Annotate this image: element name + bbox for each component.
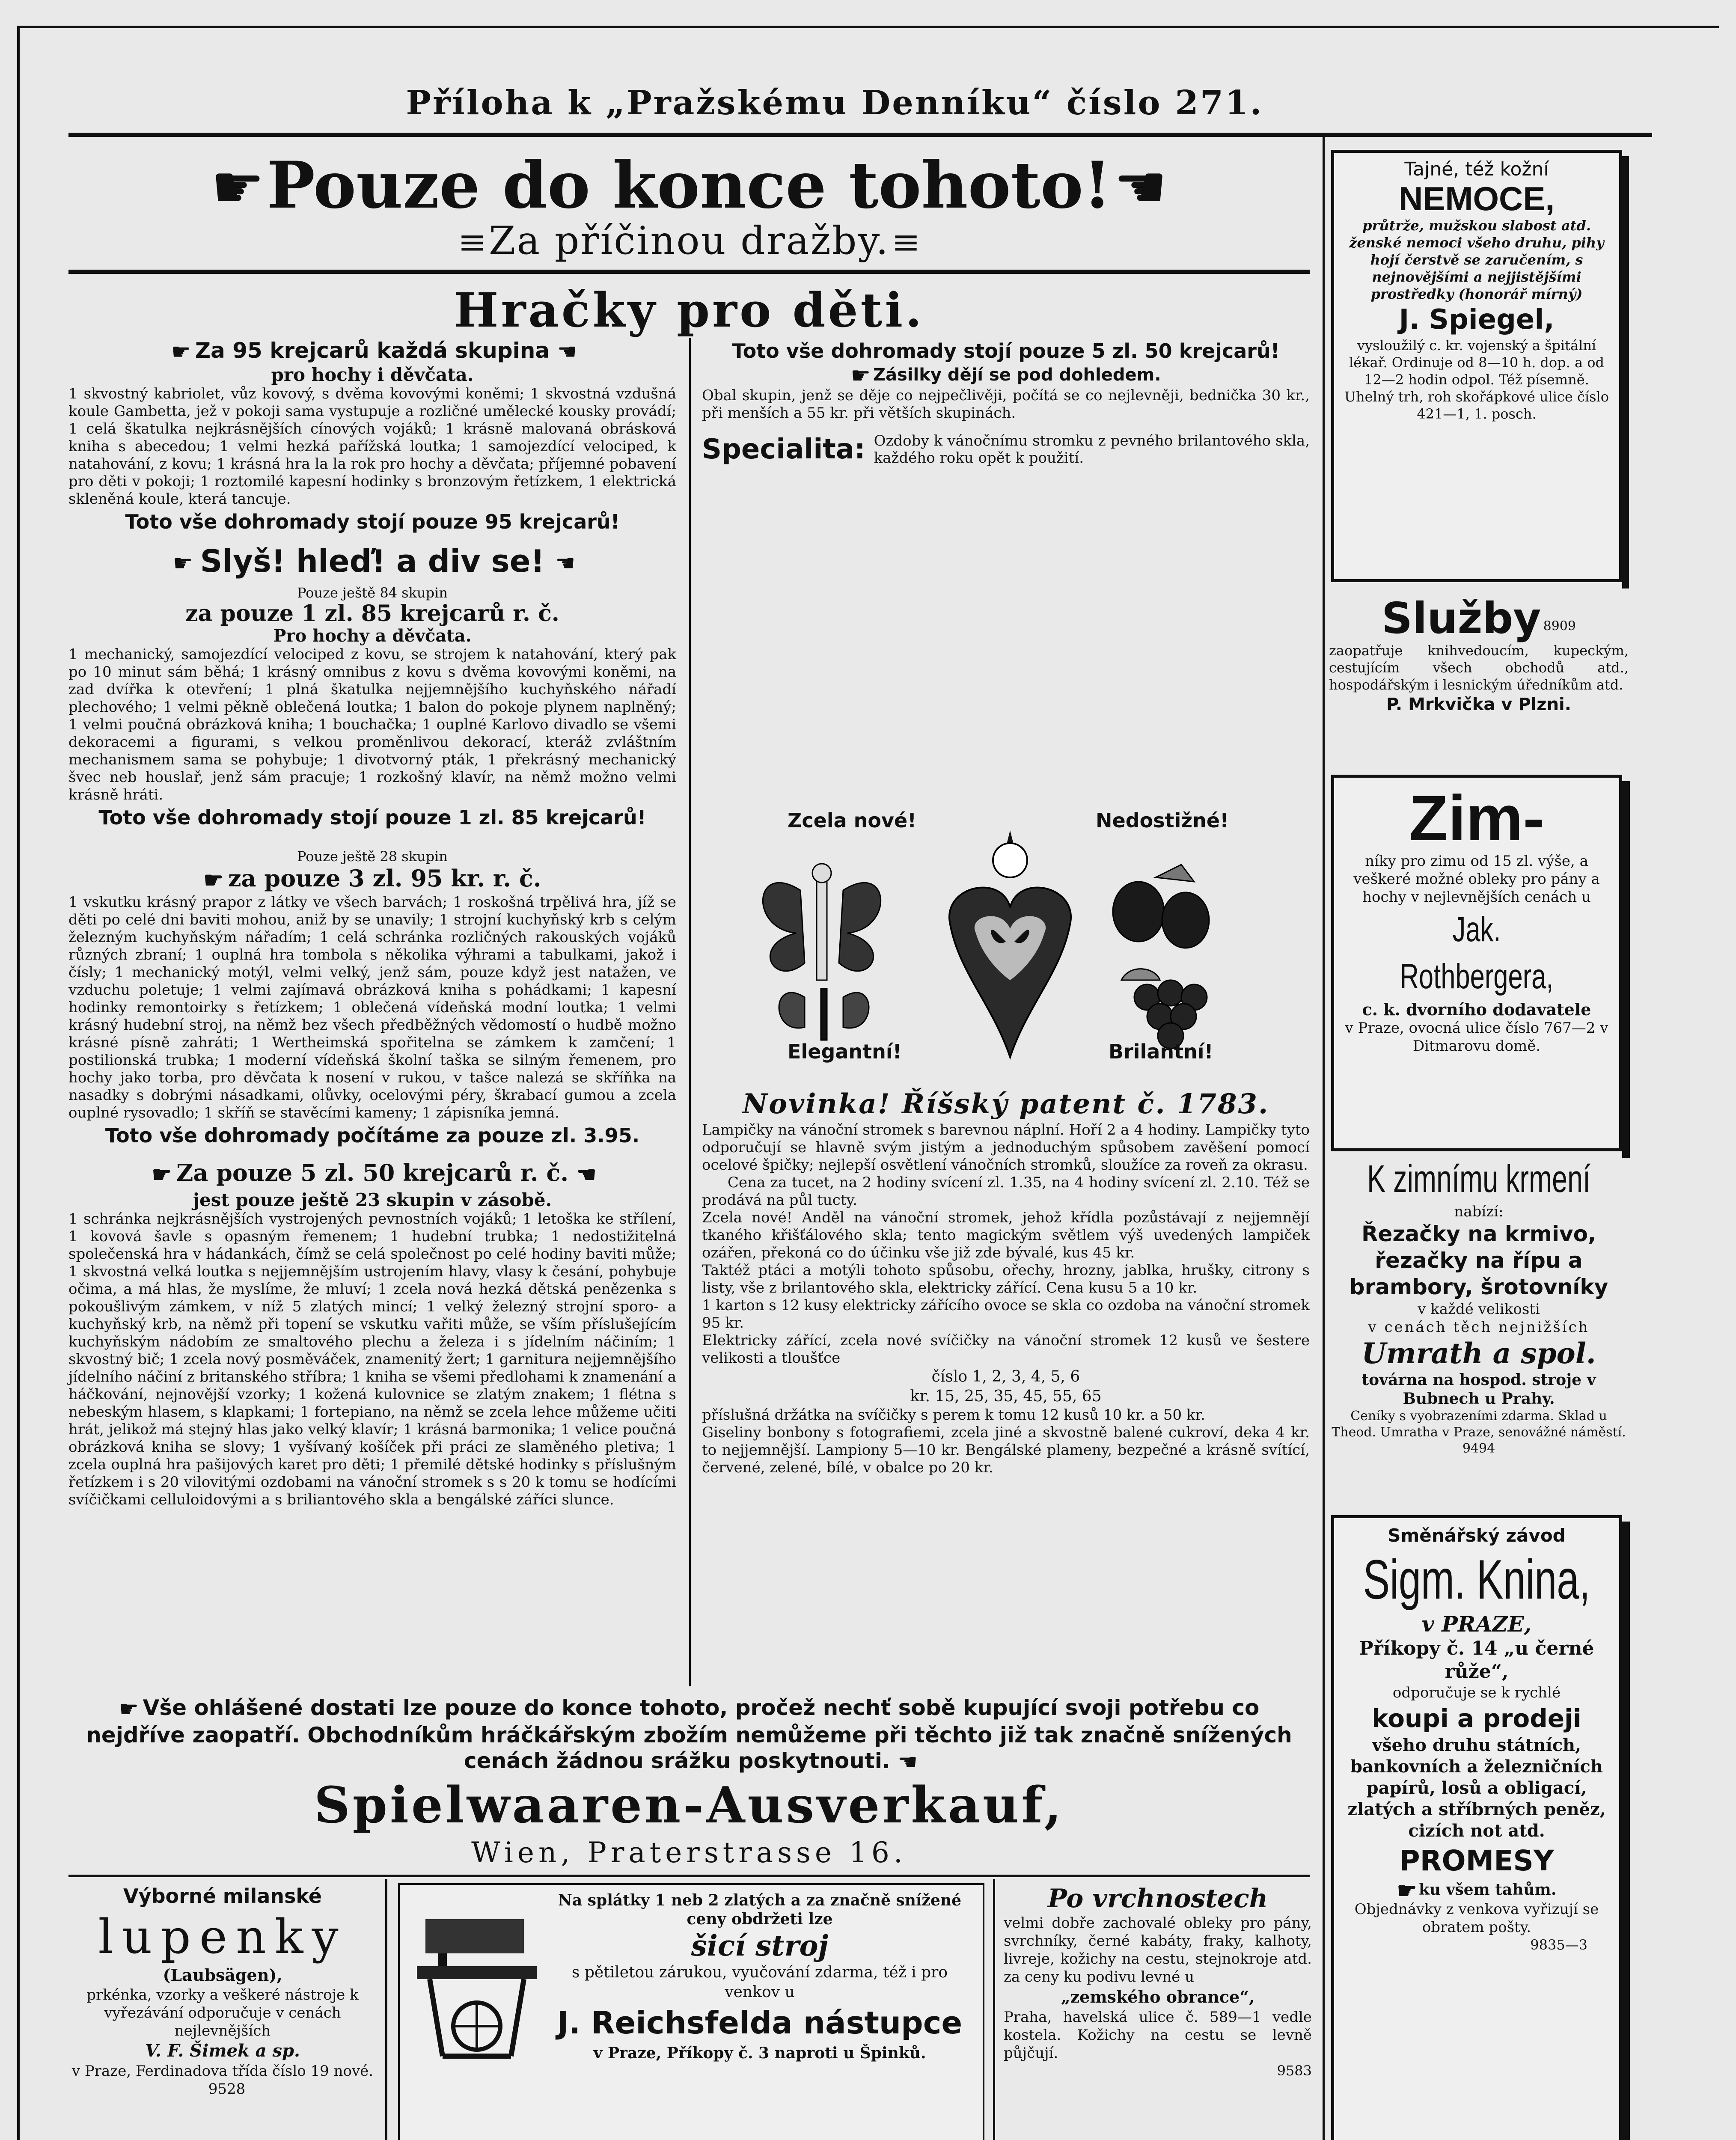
size-row: číslo 1, 2, 3, 4, 5, 6	[931, 1368, 1080, 1385]
main-headline	[68, 148, 1310, 223]
smenarsky-name: Sigm. Knina,	[1363, 1548, 1590, 1611]
novinka-paragraph-3: Zcela nové! Anděl na vánoční stromek, jehož křídla pozůstávají z nejjemnějí tkaného křišťálového skla; tento magickým světlem výš uvedených lampiček ozářen, překoná co do účinku vše již zde bývalé, kus 45 kr.	[702, 1209, 1310, 1261]
nemoce-body2: vysloužilý c. kr. vojenský a špitální lékař. Ordinuje od 8—10 h. dop. a od 12—2 hodin odpol. Též písemně. Uhelný trh, roh skořápkové ulice číslo 421—1, 1. posch.	[1344, 337, 1609, 422]
smenarsky-body2: odporučuje se k rychlé	[1392, 1684, 1561, 1701]
smenarsky-city: v PRAZE,	[1421, 1611, 1532, 1637]
label-nedostizne: Nedostižné!	[1096, 809, 1229, 832]
butterfly-small-icon	[779, 989, 869, 1040]
krmeni-num: 9494	[1462, 1441, 1495, 1456]
footer-note-text: Vše ohlášené dostati lze pouze do konce tohoto, pročež nechť sobě kupující svoji potřebu co nejdříve zaopatří. Obchodníkům hráčkářským zbožím nemůžeme při těchto již tak značně snížených cenách žádnou srážku poskytnouti.	[86, 1695, 1292, 1773]
krmeni-body1: Řezačky na krmivo, řezačky na řípu a brambory, šrotovníky	[1349, 1222, 1608, 1299]
headline-text: Pouze do konce tohoto!	[267, 148, 1112, 223]
pointing-hand-right-icon: ☛	[850, 363, 868, 389]
label-brilantni: Brilantní!	[1109, 1040, 1213, 1063]
pointing-hand-left-icon: ☚	[1113, 152, 1168, 222]
triple-bar-icon: ≡	[458, 222, 487, 262]
krmeni-body5-text: Ceníky s vyobrazeními zdarma. Sklad u Theod. Umratha v Praze, senovážné náměstí.	[1332, 1409, 1626, 1440]
zimniky-ad	[1331, 775, 1622, 1151]
group1-body: 1 skvostný kabriolet, vůz kovový, s dvěma kovovými koněmi; 1 skvostná vzdušná koule Gambetta, jež v pokoji sama vystupuje a rozličné umělecké kousky provádí; 1 celá škatulka nejkrásnějších cínových vojáků; 1 krásně malovaná obrásková kniha s abecedou; 1 velmi hezká pařížská loutka; 1 samojezdící velociped, k natahování, z kovu; 1 krásná hra la la rok pro hochy a děvčata; příjemné pobavení pro děti v pokoji; 1 roztomilé kapesní hodinky s bronzovým řetízkem, 1 elektrická skleněná koule, která tancuje.	[68, 385, 676, 508]
group2-only: Pouze ještě 84 skupin	[297, 584, 448, 601]
novinka-paragraph-1: Lampičky na vánoční stromek s barevnou náplní. Hoří 2 a 4 hodiny. Lampičky tyto odporučují se hlavně svým jistým a jednoduchým spůsobem zavěšení pomocí ocelové špičky; nejlepší osvětlení vánočních stromků, sloužíce za roveň za okrasu.	[702, 1121, 1310, 1174]
smenarsky-top: Směnářský závod	[1388, 1525, 1566, 1546]
vrchnostech-ad	[1004, 1883, 1312, 2079]
smenarsky-num: 9835—3	[1530, 1937, 1587, 1953]
nemoce-shadow	[1622, 156, 1629, 588]
main-column-divider	[689, 338, 691, 1686]
sici-stroj-ad	[398, 1883, 984, 2140]
bottom-col-divider-2	[993, 1879, 995, 2140]
specialita	[702, 432, 1310, 467]
sluzby-body: zaopatřuje knihvedoucím, kupeckým, cestujícím všech obchodů atd., hospodářským i lesnickým úředníkům atd.	[1329, 642, 1629, 693]
krmeni-body5	[1329, 1408, 1629, 1457]
novinka-head: Novinka! Říšský patent č. 1783.	[742, 1088, 1269, 1120]
group2-body: 1 mechanický, samojezdící velociped z kovu, se strojem k natahování, který pak po 10 minut sám běhá; 1 krásný omnibus z kovu s dvěma kovovými koněmi, na zad dvířka k otevření; 1 plná škatulka nejjemnějšího kuchyňského nářadí plechového; 1 velmi pěkně oblečená loutka; 1 balon do pokoje plynem naplněný; 1 velmi poučná obrázková kniha; 1 bouchačka; 1 ouplné Karlovo divadlo se všemi dekoracemi a figurami, s velkou proměnlivou dekorací, kteráž zvláštním mechanismem sama se pohybuje; 1 divotvorný pták, 1 překrásný mechanický švec neb houslař, jenž sám pracuje; 1 rozkošný klavír, na němž možno velmi krásně hráti.	[68, 645, 676, 803]
smenarsky-promesy: PROMESY	[1399, 1844, 1554, 1877]
glass-heart-icon	[949, 830, 1071, 1057]
supplement-header: Příloha k „Pražskému Denníku“ číslo 271.	[406, 83, 1263, 122]
firm-name: Spielwaaren-Ausverkauf,	[314, 1776, 1064, 1834]
sici-stroj-firm: J. Reichsfelda nástupce	[557, 2005, 963, 2041]
specialita-text: Ozdoby k vánočnímu stromku z pevného brilantového skla, každého roku opět k použití.	[874, 432, 1310, 467]
specialita-label: Specialita:	[702, 433, 865, 465]
label-zcela-nove: Zcela nové!	[788, 809, 917, 832]
lupenky-top: Výborné milanské	[123, 1884, 322, 1908]
smenarsky-body3: všeho druhu státních, bankovních a železničních papírů, losů a obligací, zlatých a stříbrných peněz, cizích not atd.	[1347, 1735, 1606, 1841]
pointing-hand-left-icon: ☚	[557, 339, 574, 365]
pointing-hand-right-icon: ☛	[1397, 1878, 1414, 1904]
lupenky-ad	[68, 1883, 377, 2098]
smenarsky-body5: Objednávky z venkova vyřizují se obratem pošty.	[1354, 1901, 1599, 1936]
group3-total: Toto vše dohromady počítáme za pouze zl. 3.95.	[105, 1124, 640, 1147]
krmeni-ad	[1329, 1156, 1629, 1457]
main-title: Hračky pro děti.	[454, 282, 924, 338]
butterfly-icon	[763, 864, 880, 980]
sici-stroj-addr: v Praze, Příkopy č. 3 naproti u Špinků.	[593, 2044, 926, 2062]
group4-price	[68, 1158, 676, 1190]
vrchnostech-head: Po vrchnostech	[1047, 1884, 1268, 1914]
krmeni-body4: továrna na hospod. stroje v Bubnech u Prahy.	[1361, 1371, 1596, 1408]
vrchnostech-num: 9583	[1277, 2063, 1312, 2079]
fruit-cluster-icon	[1113, 865, 1209, 948]
lupenky-addr-text: v Praze, Ferdinadova třída číslo 19 nové.	[71, 2063, 374, 2080]
group3-price	[68, 865, 676, 894]
group3-price-text: za pouze 3 zl. 95 kr. r. č.	[228, 864, 541, 892]
main-left-column	[68, 338, 676, 1508]
sici-stroj-top: Na splátky 1 neb 2 zlatých a za značně snížené ceny obdržeti lze	[558, 1891, 961, 1928]
sluzby-sign: P. Mrkvička v Plzni.	[1386, 695, 1571, 714]
sluzby-ad	[1329, 595, 1629, 716]
pointing-hand-left-icon: ☚	[555, 550, 572, 576]
shipping-head	[702, 364, 1310, 387]
nemoce-name: J. Spiegel,	[1399, 304, 1555, 336]
smenarsky-shadow	[1622, 1522, 1630, 2140]
smenarsky-big: koupi a prodeji	[1372, 1704, 1581, 1733]
zimniky-body2: c. k. dvorního dodavatele	[1362, 1000, 1591, 1019]
group2-head	[68, 540, 676, 585]
novinka-paragraph-5: 1 karton s 12 kusy elektricky zářícího ovoce se skla co ozdoba na vánoční stromek 95 kr.	[702, 1297, 1310, 1332]
lupenky-num: 9528	[208, 2081, 246, 2098]
group2-for: Pro hochy a děvčata.	[273, 625, 472, 646]
group1-for: pro hochy i děvčata.	[271, 364, 474, 385]
main-footer-note	[68, 1695, 1310, 1775]
zimniky-name: Jak. Rothbergera,	[1400, 910, 1554, 996]
pointing-hand-right-icon: ☛	[152, 1161, 169, 1188]
ornament-drawing	[702, 835, 1310, 1074]
lupenky-body: prkénka, vzorky a veškeré nástroje k vyřezávání odporučuje v cenách nejlevnějších	[86, 1986, 359, 2039]
group2-total: Toto vše dohromady stojí pouze 1 zl. 85 krejcarů!	[98, 805, 646, 829]
group4-only: jest pouze ještě 23 skupin v zásobě.	[193, 1189, 552, 1210]
krmeni-body2: v každé velikosti	[1418, 1301, 1540, 1318]
page-frame-left	[17, 26, 20, 2140]
pointing-hand-left-icon: ☚	[576, 1161, 593, 1188]
nemoce-top: Tajné, též kožní	[1404, 158, 1549, 180]
grapes-icon	[1121, 969, 1207, 1049]
vrchnostech-firm: „zemského obrance“,	[1061, 1987, 1255, 2006]
novinka-section	[702, 1087, 1310, 1477]
group2-head-text: Slyš! hleď! a div se!	[200, 543, 545, 579]
pointing-hand-right-icon: ☛	[211, 152, 265, 222]
group3-only: Pouze ještě 28 skupin	[297, 848, 448, 865]
main-bottom-rule	[68, 1875, 1310, 1877]
krmeni-body3: v cenách těch nejnižších	[1368, 1319, 1590, 1336]
krmeni-big: K zimnímu krmení	[1367, 1158, 1591, 1201]
sluzby-num: 8909	[1543, 618, 1576, 634]
novinka-paragraph-7: příslušná držátka na svíčičky s perem k tomu 12 kusů 10 kr. a 50 kr.	[702, 1406, 1205, 1424]
zimniky-shadow	[1622, 781, 1630, 1158]
novinka-paragraph-8: Giseliny bonbony s fotografiemi, zcela jiné a skvostně balené cukroví, deka 4 kr. to nejjemnější. Lampiony 5—10 kr. Bengálské plameny, bezpečné a krásně svítící, červené, zelené, bílé, v obalce po 20 kr.	[702, 1424, 1310, 1476]
group1-total: Toto vše dohromady stojí pouze 95 krejcarů!	[125, 510, 620, 533]
label-elegantni: Elegantní!	[788, 1040, 902, 1063]
zimniky-body1: níky pro zimu od 15 zl. výše, a veškeré možné obleky pro pány a hochy v nejlevnějších cenách u	[1353, 853, 1600, 906]
vrchnostech-body1: velmi dobře zachovalé obleky pro pány, svrchníky, černé kabáty, fraky, kalhoty, livreje, kožichy na cestu, stejnokroje atd. za ceny ku podivu levné u	[1004, 1914, 1312, 1985]
group3-body: 1 vskutku krásný prapor z látky ve všech barvách; 1 roskošná trpělivá hra, jíž se děti po celé dni baviti mohou, aniž by se unavily; 1 strojní kuchyňský krb s celým železným kuchyňským nářadím; 1 celá schránka rozličných rakouských vojáků různých zbraní; 1 ouplná hra tombola s několika výhrami a tabulkami, jakož i čísly; 1 mechanický motýl, velmi velký, jenž sám, pouze když jest natažen, ve vzduchu poletuje; 1 velmi zajímavá obrázková kniha s pohádkami; 1 kapesní hodinky remontoirky s řetízkem; 1 oblečená vídeňská modní loutka; 1 velmi krásný hudební stroj, na němž bez všech předběžných vědomostí o hudbě možno krásné písně zahráti; 1 Wertheimská spořitelna se zámkem k zamčení; 1 postilionská trubka; 1 moderní vídeňská školní taška se silným řemenem, pro hochy jako torba, pro děvčata k nosení v rukou, v tašce nalezá se skříňka na nasadky s dobrými násadkami, olůvky, ocelovými péry, škrabací gumou a zcela ouplné rysovadlo; 1 skříň se stavěcími kameny; 1 zápisníka jemná.	[68, 893, 676, 1121]
shipping-head-text: Zásilky dějí se pod dohledem.	[873, 365, 1161, 385]
sewing-machine-icon	[408, 1902, 545, 2073]
main-rule	[68, 270, 1310, 274]
group4-price-text: Za pouze 5 zl. 50 krejcarů r. č.	[176, 1159, 569, 1186]
price-row: kr. 15, 25, 35, 45, 55, 65	[910, 1388, 1102, 1405]
smenarsky-body4-text: ku všem tahům.	[1418, 1881, 1557, 1899]
subhead-text: Za příčinou dražby.	[489, 218, 889, 263]
lupenky-addr	[68, 2062, 377, 2098]
novinka-paragraph-4: Taktéž ptáci a motýli tohoto spůsobu, ořechy, hrozny, jablka, hrušky, citrony s listy, vše z brilantového skla, elektricky zářící. Cena kusu 5 a 10 kr.	[702, 1262, 1310, 1296]
krmeni-name: Umrath a spol.	[1361, 1337, 1596, 1370]
firm-address: Wien, Praterstrasse 16.	[471, 1836, 907, 1869]
novinka-paragraph-6: Elektricky zářící, zcela nové svíčičky na vánoční stromek 12 kusů ve šestere velikosti a tloušťce	[702, 1332, 1310, 1367]
group4-body: 1 schránka nejkrásnějších vystrojených pevnostních vojáků; 1 letoška ke střílení, 1 kovová šavle s opasným řemenem; 1 hudební trubka; 1 nedostižitelná společenská hra v hádankách, čímž se celá společnost po celé hodiny baviti může; 1 skvostná velká loutka s nejjemnějším ustrojením hlavy, vlasy k česání, pohybuje očima, a má hlas, že myslíme, že mluví; 1 zcela nová hezká dětská penězenka s pokoušlivým zámkem, v níž 5 zlatých mincí; 1 velký železný strojní sporo- a kuchyňský krb, na němž při topení se vskutku vařiti může, se vším příslušejícím kuchyňským nádobím ze smaltového plechu a železa i s jídelním náčiním; 1 skvostný bič; 1 zcela nový posměváček, znamenitý žert; 1 garnitura nejjemnějšího jídelního náčiní z britanského stříbra; 1 kniha se všemi předlohami k znamenání a háčkování, nejnovější vzorky; 1 kožená kulovnice se zlatým znakem; 1 flétna s nebeským hlasem, s klapkami; 1 fortepiano, na němž se zcela lehce můžeme učiti hrát, jelikož má stejný hlas jako velký klavír; 1 krásná barmonika; 1 velice poučná obrázková kniha se slovy; 1 vyšívaný košíček při práci ze slaměného pletiva; 1 zcela ouplná hra pašijových karet pro děti; 1 přemilé dětské hodinky s příslušným řetízkem i s 20 vilovitými ozdobami na vánoční stromek s s 20 k tomu se hodícími svíčičkami celluloidovými a s briliantového skla a bengálské záříci slunce.	[68, 1210, 676, 1508]
nemoce-big: NEMOCE,	[1398, 180, 1555, 217]
main-right-column	[702, 338, 1310, 467]
sluzby-big: Služby	[1382, 593, 1541, 643]
bottom-col-divider-1	[385, 1879, 387, 2140]
sici-stroj-body: s pětiletou zárukou, vyučování zdarma, též i pro venkov u	[571, 1964, 948, 2001]
lupenky-big: lupenky	[98, 1909, 347, 1964]
pointing-hand-left-icon: ☚	[898, 1749, 914, 1775]
novinka-paragraph-2: Cena za tucet, na 2 hodiny svícení zl. 1.35, na 4 hodiny svícení zl. 2.10. Též se prodává na půl tucty.	[702, 1174, 1310, 1209]
nemoce-ad	[1331, 150, 1622, 582]
page-frame-top	[17, 26, 1719, 28]
shipping-text: Obal skupin, jenž se děje co nejpečlivěji, počítá se co nejlevněji, bednička 30 kr., při menších a 55 kr. při větších skupinách.	[702, 387, 1310, 422]
sici-stroj-frame	[398, 1883, 984, 2140]
smenarsky-body1: Příkopy č. 14 „u černé růže“,	[1359, 1638, 1594, 1682]
group1-price-head	[68, 338, 676, 365]
group1-price-text: Za 95 krejcarů každá skupina	[195, 338, 550, 363]
zimniky-big: Zim-	[1409, 782, 1545, 854]
sluzby-head	[1329, 595, 1629, 642]
lupenky-name: V. F. Šimek a sp.	[145, 2041, 300, 2061]
pointing-hand-right-icon: ☛	[172, 550, 190, 576]
ornaments-illustration	[702, 800, 1310, 1079]
zimniky-body3: v Praze, ovocná ulice číslo 767—2 v Ditmarovu domě.	[1345, 1019, 1608, 1055]
triple-bar-icon: ≡	[892, 222, 921, 262]
subhead	[68, 218, 1310, 263]
smenarsky-body4	[1340, 1878, 1613, 1904]
pointing-hand-right-icon: ☛	[203, 867, 220, 893]
right-column-divider	[1323, 137, 1325, 2140]
vrchnostech-body2: Praha, havelská ulice č. 589—1 vedle kostela. Kožichy na cestu se levně půjčují.	[1004, 2009, 1312, 2062]
group2-price: za pouze 1 zl. 85 krejcarů r. č.	[185, 600, 559, 627]
group4-total: Toto vše dohromady stojí pouze 5 zl. 50 krejcarů!	[732, 339, 1280, 363]
header-rule	[68, 133, 1652, 137]
krmeni-nabizi: nabízí:	[1454, 1203, 1504, 1220]
smenarsky-ad	[1331, 1515, 1622, 2140]
lupenky-sub: (Laubsägen),	[163, 1965, 282, 1985]
sici-stroj-name: šicí stroj	[691, 1929, 829, 1962]
nemoce-body1: průtrže, mužskou slabost atd. ženské nemoci všeho druhu, pihy hojí čerstvě se zaručením, s nejnovějšími a nejjistějšími prostředky (honorář mírný)	[1349, 217, 1604, 302]
pointing-hand-right-icon: ☛	[119, 1696, 136, 1722]
pointing-hand-right-icon: ☛	[171, 339, 188, 365]
